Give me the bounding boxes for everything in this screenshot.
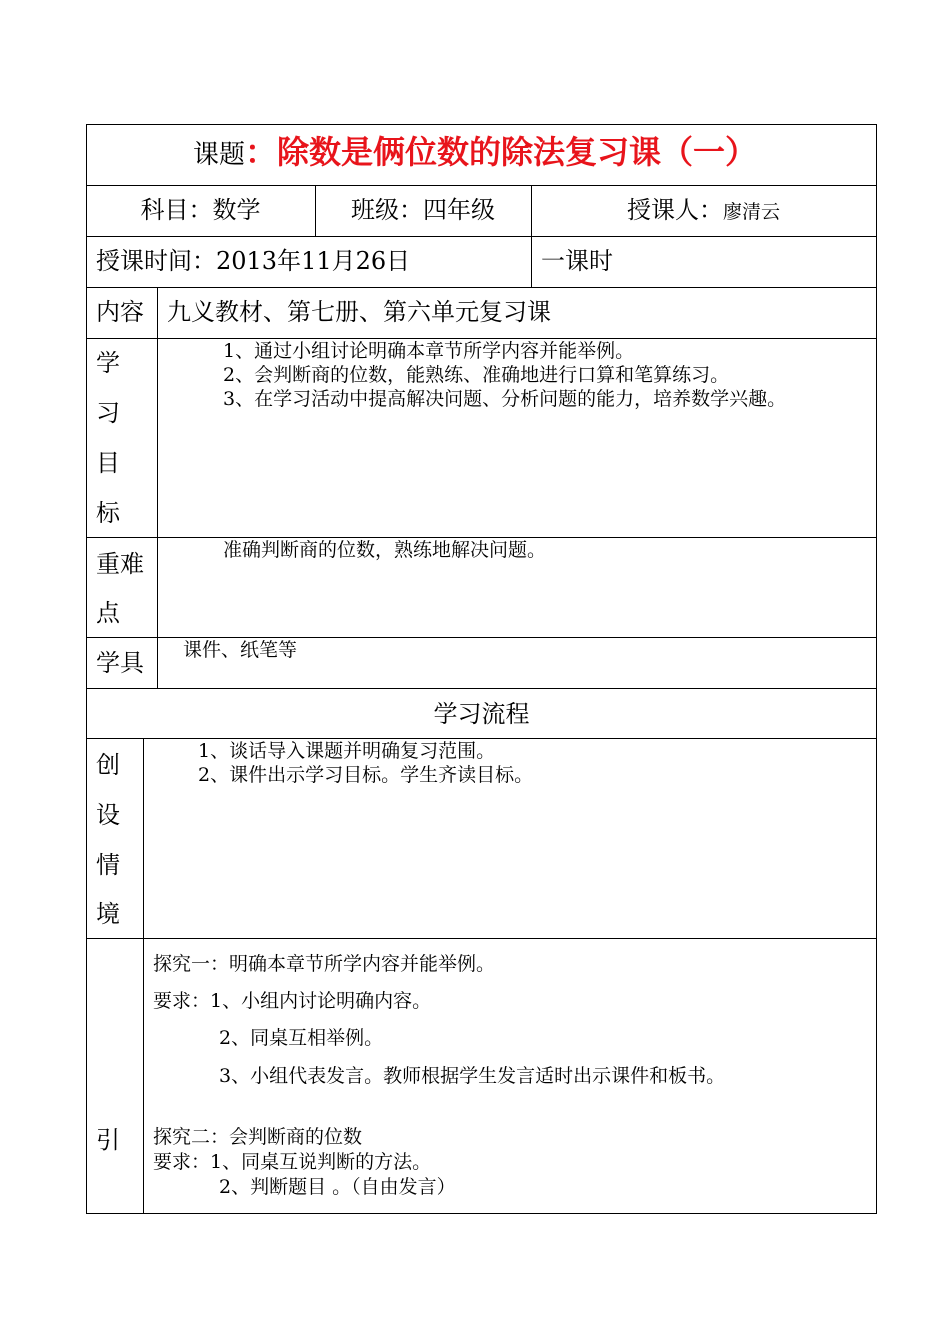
flow-heading: 学习流程: [433, 700, 530, 728]
guide-line: 要求：1、小组内讨论明确内容。: [153, 990, 432, 1012]
lesson-period: 一课时: [541, 247, 613, 275]
table-border-top: [86, 124, 877, 125]
scene-label-char: 情: [96, 851, 120, 879]
guide-label: 引: [96, 1126, 120, 1154]
table-border-bottom: [86, 1213, 877, 1214]
row-divider: [86, 938, 877, 939]
title-prefix: 课题: [192, 140, 245, 170]
row-divider: [86, 287, 877, 288]
lesson-time: 授课时间：2013年11月26日: [96, 247, 411, 275]
goals-label-char: 习: [96, 399, 120, 427]
scene-label-char: 设: [96, 801, 120, 829]
scene-item: 2、课件出示学习目标。学生齐读目标。: [198, 764, 534, 786]
subject-field: 科目：数学: [140, 196, 261, 224]
scene-label-char: 创: [96, 751, 120, 779]
tools-label: 学具: [96, 649, 144, 677]
col-divider: [157, 287, 158, 688]
row-divider: [86, 338, 877, 339]
title-colon: ：: [244, 133, 277, 171]
guide-line: 探究一：明确本章节所学内容并能举例。: [153, 953, 496, 975]
teacher-name: 廖清云: [722, 201, 780, 223]
row-divider: [86, 236, 877, 237]
content-label: 内容: [96, 298, 144, 326]
row-divider: [86, 185, 877, 186]
content-text: 九义教材、第七册、第六单元复习课: [167, 298, 551, 326]
col-divider: [143, 738, 144, 1214]
guide-line: 3、小组代表发言。教师根据学生发言适时出示课件和板书。: [219, 1065, 726, 1087]
goals-label-char: 目: [96, 449, 120, 477]
guide-line: 2、同桌互相举例。: [219, 1027, 384, 1049]
teacher-field: [531, 198, 876, 222]
page-title: [0, 133, 950, 171]
class-field: 班级：四年级: [351, 196, 495, 224]
key-points-label-line: 点: [96, 599, 120, 627]
row-divider: [86, 688, 877, 689]
guide-line: 要求：1、同桌互说判断的方法。: [153, 1151, 432, 1173]
guide-line: 探究二：会判断商的位数: [153, 1126, 363, 1148]
scene-item: 1、谈话导入课题并明确复习范围。: [198, 740, 496, 762]
teacher-label: 授课人：: [626, 196, 723, 224]
goal-item: 2、会判断商的位数，能熟练、准确地进行口算和笔算练习。: [223, 364, 730, 386]
goals-label-char: 标: [96, 499, 120, 527]
row-divider: [86, 738, 877, 739]
scene-label-char: 境: [96, 900, 120, 928]
guide-line: 2、判断题目 。（自由发言）: [219, 1176, 456, 1198]
title-main: 除数是俩位数的除法复习课（一）: [277, 133, 758, 171]
row-divider: [86, 537, 877, 538]
key-points-label-line: 重难: [96, 550, 144, 578]
tools-text: 课件、纸笔等: [183, 639, 298, 661]
goal-item: 1、通过小组讨论明确本章节所学内容并能举例。: [223, 340, 635, 362]
goals-label-char: 学: [96, 349, 120, 377]
key-points-text: 准确判断商的位数，熟练地解决问题。: [223, 539, 547, 561]
row-divider: [86, 637, 877, 638]
goal-item: 3、在学习活动中提高解决问题、分析问题的能力，培养数学兴趣。: [223, 388, 787, 410]
